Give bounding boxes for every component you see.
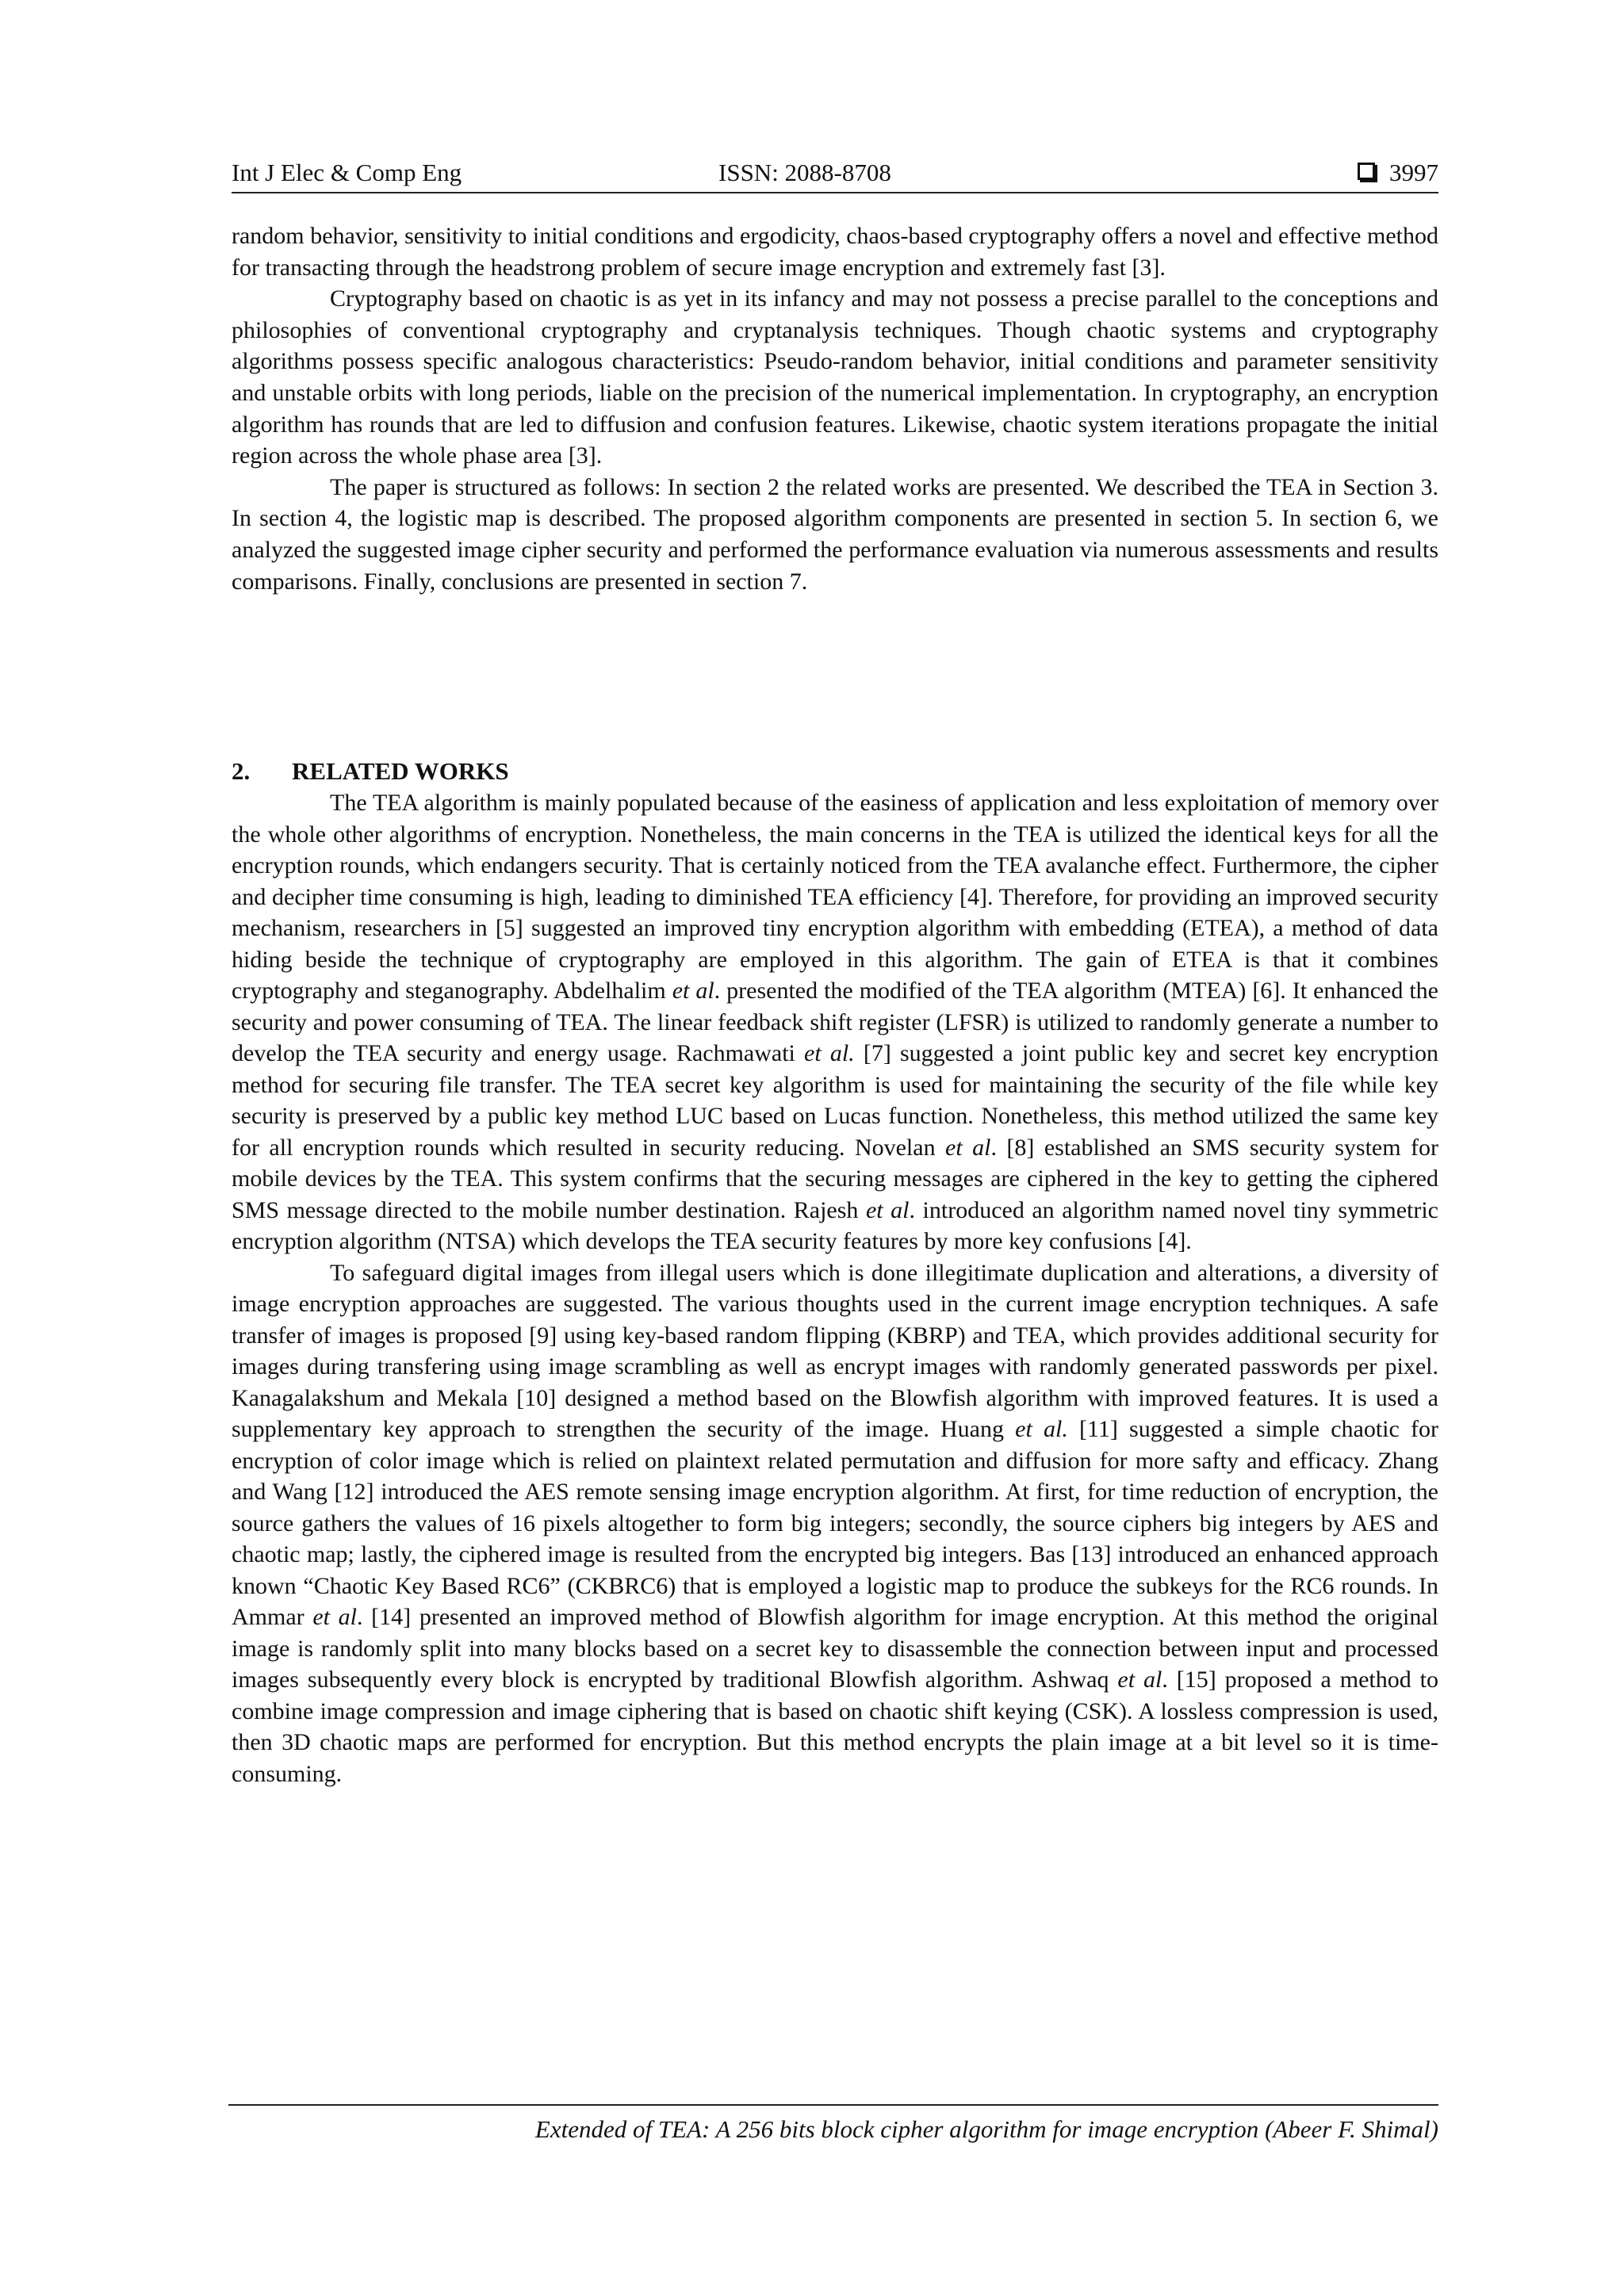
text-run: [7] suggested a joint public key and secret key encryption method for securing file transfer. The TEA secret key algorithm is used for maintaining the security of the file while key security is preserved by a public key method LUC based on Lucas function. Nonetheless, this method utilized the same key for all encryption rounds which resulted in security reducing. Novelan xyxy=(232,1040,1438,1161)
running-footer: Extended of TEA: A 256 bits block cipher algorithm for image encryption (Abeer F. Shimal) xyxy=(534,2115,1438,2143)
paragraph xyxy=(232,1257,1438,1790)
text-run: The TEA algorithm is mainly populated because of the easiness of application and less exploitation of memory over the whole other algorithms of encryption. Nonetheless, the main concerns in the TEA is utilized the identical keys for all the encryption rounds, which endangers security. That is certainly noticed from the TEA avalanche effect. Furthermore, the cipher and decipher time consuming is high, leading to diminished TEA efficiency [4]. Therefore, for providing an improved security mechanism, researchers in [5] suggested an improved tiny encryption algorithm with embedding (ETEA), a method of data hiding beside the technique of cryptography are employed in this algorithm. The gain of ETEA is that it combines cryptography and steganography. Abdelhalim xyxy=(232,790,1438,1004)
section-title: RELATED WORKS xyxy=(292,757,509,785)
footer-rule xyxy=(228,2104,1438,2106)
paragraph xyxy=(232,787,1438,1257)
text-run: . [14] presented an improved method of Blowfish algorithm for image encryption. At this method the original image is randomly split into many blocks based on a secret key to disassemble the connection between input and processed images subsequently every block is encrypted by traditional Blowfish algorithm. Ashwaq xyxy=(232,1604,1438,1693)
italic-et-al: et al. xyxy=(1015,1416,1068,1442)
paragraph: Cryptography based on chaotic is as yet in its infancy and may not possess a precise parallel to the conceptions and philosophies of conventional cryptography and cryptanalysis techniques. Though chaotic systems and cryptography algorithms possess specific analogous characteristics: Pseudo-random behavior, initial conditions and parameter sensitivity and unstable orbits with long periods, liable on the precision of the numerical implementation. In cryptography, an encryption algorithm has rounds that are led to diffusion and confusion features. Likewise, chaotic system iterations propagate the initial region across the whole phase area [3]. xyxy=(232,285,1438,469)
journal-name: Int J Elec & Comp Eng xyxy=(232,159,462,186)
related-works-body xyxy=(232,787,1438,1789)
checkbox-square-icon xyxy=(1358,163,1375,180)
section-heading xyxy=(232,756,509,787)
paragraph: random behavior, sensitivity to initial conditions and ergodicity, chaos-based cryptography offers a novel and effective method for transacting through the headstrong problem of secure image encryption and extremely fast [3]. xyxy=(232,223,1438,281)
section-number: 2. xyxy=(232,757,251,785)
paragraph: The paper is structured as follows: In section 2 the related works are presented. We described the TEA in Section 3. In section 4, the logistic map is described. The proposed algorithm components are presented in section 5. In section 6, we analyzed the suggested image cipher security and performed the performance evaluation via numerous assessments and results comparisons. Finally, conclusions are presented in section 7. xyxy=(232,473,1438,595)
italic-et-al: et al xyxy=(945,1134,991,1161)
text-run: . presented the modified of the TEA algorithm (MTEA) [6]. It enhanced the security and power consuming of TEA. The linear feedback shift register (LFSR) is utilized to randomly generate a number to develop the TEA security and energy usage. Rachmawati xyxy=(232,978,1438,1066)
issn: ISSN: 2088-8708 xyxy=(718,159,891,186)
text-run: . introduced an algorithm named novel tiny symmetric encryption algorithm (NTSA) which develops the TEA security features by more key confusions [4]. xyxy=(232,1196,1438,1254)
italic-et-al: et al xyxy=(312,1604,357,1630)
italic-et-al: et al xyxy=(1117,1667,1162,1693)
text-run: . [8] established an SMS security system for mobile devices by the TEA. This system confirms that the securing messages are ciphered in the key to getting the ciphered SMS message directed to the mobile number destination. Rajesh xyxy=(232,1134,1438,1223)
italic-et-al: et al. xyxy=(804,1040,855,1066)
intro-continuation xyxy=(232,220,1438,597)
page-number: 3997 xyxy=(1389,159,1438,186)
text-run: To safeguard digital images from illegal users which is done illegitimate duplication and alterations, a diversity of image encryption approaches are suggested. The various thoughts used in the current image encryption techniques. A safe transfer of images is proposed [9] using key-based random flipping (KBRP) and TEA, which provides additional security for images during transfering using image scrambling as well as encrypt images with randomly generated passwords per pixel. Kanagalakshum and Mekala [10] designed a method based on the Blowfish algorithm with improved features. It is used a supplementary key approach to strengthen the security of the image. Huang xyxy=(232,1259,1438,1442)
text-run: . [15] proposed a method to combine image compression and image ciphering that is based on chaotic shift keying (CSK). A lossless compression is used, then 3D chaotic maps are performed for encryption. But this method encrypts the plain image at a bit level so it is time-consuming. xyxy=(232,1667,1438,1787)
italic-et-al: et al xyxy=(672,978,714,1004)
italic-et-al: et al xyxy=(865,1196,910,1223)
page-header xyxy=(232,154,1438,193)
text-run: [11] suggested a simple chaotic for encryption of color image which is relied on plaintext related permutation and diffusion for more safty and efficacy. Zhang and Wang [12] introduced the AES remote sensing image encryption algorithm. At first, for time reduction of encryption, the source gathers the values of 16 pixels altogether to form big integers; secondly, the source ciphers big integers by AES and chaotic map; lastly, the ciphered image is resulted from the encrypted big integers. Bas [13] introduced an enhanced approach known “Chaotic Key Based RC6” (CKBRC6) that is employed a logistic map to produce the subkeys for the RC6 rounds. In Ammar xyxy=(232,1416,1438,1630)
